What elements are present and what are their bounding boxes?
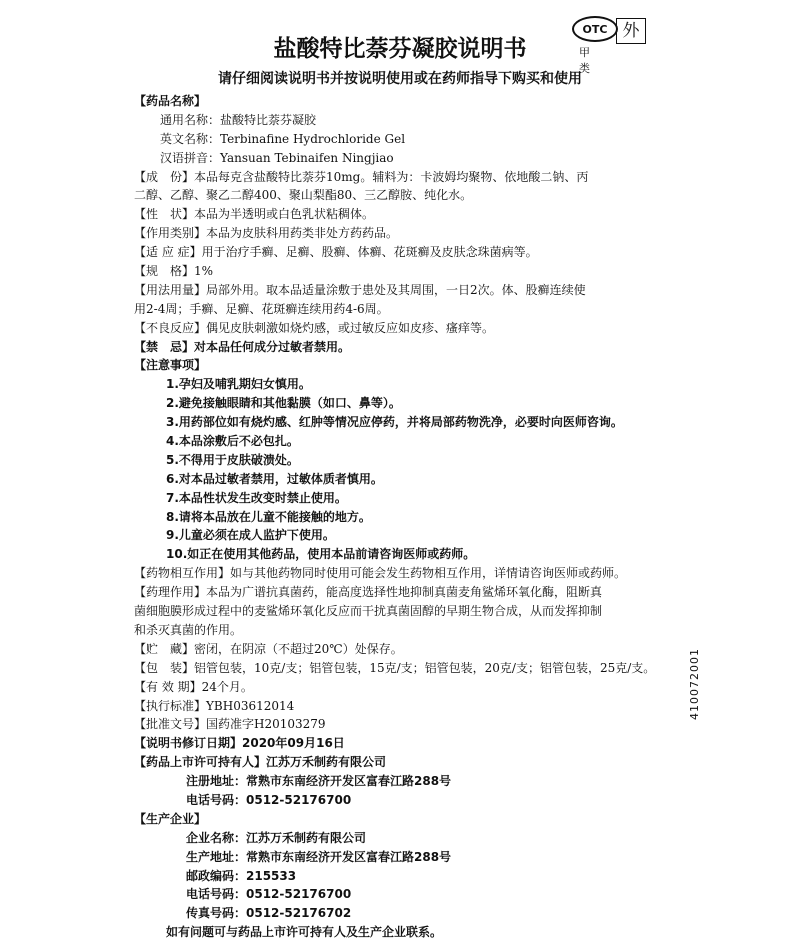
section-drug-interactions: 【药物相互作用】如与其他药物同时使用可能会发生药物相互作用，详情请咨询医师或药师。: [134, 566, 627, 581]
section-revision-date: 【说明书修订日期】2020年09月16日: [134, 736, 345, 751]
section-contraindications: 【禁 忌】对本品任何成分过敏者禁用。: [134, 339, 351, 354]
document-title: 盐酸特比萘芬凝胶说明书: [273, 36, 527, 62]
precaution-item: 5.不得用于皮肤破溃处。: [166, 452, 299, 467]
holder-address: 注册地址：常熟市东南经济开发区富春江路288号: [186, 774, 452, 789]
section-storage: 【贮 藏】密闭，在阴凉（不超过20℃）处保存。: [134, 641, 403, 656]
ingredients-continued: 二醇、乙醇、聚乙二醇400、聚山梨酯80、三乙醇胺、纯化水。: [134, 188, 473, 203]
pharmacology-continued: 菌细胞膜形成过程中的麦鲨烯环氧化反应而干扰真菌固醇的早期生物合成，从而发挥抑制: [134, 604, 603, 619]
section-pharmacology: 【药理作用】本品为广谱抗真菌药，能高度选择性地抑制真菌麦角鲨烯环氧化酶，阻断真: [134, 585, 603, 600]
manufacturer-name: 企业名称：江苏万禾制药有限公司: [186, 830, 367, 845]
section-manufacturer: 【生产企业】: [134, 811, 207, 826]
precaution-item: 3.用药部位如有烧灼感、红肿等情况应停药，并将局部药物洗净，必要时向医师咨询。: [166, 415, 623, 430]
manufacturer-fax: 传真号码：0512-52176702: [186, 906, 352, 921]
section-license-holder: 【药品上市许可持有人】江苏万禾制药有限公司: [134, 755, 387, 770]
section-packaging: 【包 装】铝管包装，10克/支；铝管包装，15克/支；铝管包装，20克/支；铝管包装，25克/支。: [134, 660, 656, 675]
pharmacology-continued: 和杀灭真菌的作用。: [134, 622, 243, 637]
holder-phone: 电话号码：0512-52176700: [186, 792, 352, 807]
precaution-item: 4.本品涂敷后不必包扎。: [166, 434, 299, 449]
precaution-item: 8.请将本品放在儿童不能接触的地方。: [166, 509, 371, 524]
generic-name: 通用名称：盐酸特比萘芬凝胶: [160, 112, 317, 127]
dosage-continued: 用2-4周；手癣、足癣、花斑癣连续用药4-6周。: [134, 301, 389, 316]
precaution-item: 1.孕妇及哺乳期妇女慎用。: [166, 377, 311, 392]
manufacturer-address: 生产地址：常熟市东南经济开发区富春江路288号: [186, 849, 452, 864]
section-category: 【作用类别】本品为皮肤科用药类非处方药药品。: [134, 226, 399, 241]
section-specification: 【规 格】1%: [134, 264, 214, 279]
section-indications: 【适 应 症】用于治疗手癣、足癣、股癣、体癣、花斑癣及皮肤念珠菌病等。: [134, 245, 538, 260]
precaution-item: 9.儿童必须在成人监护下使用。: [166, 528, 335, 543]
pinyin-name: 汉语拼音：Yansuan Tebinaifen Ningjiao: [160, 150, 394, 165]
section-precautions: 【注意事项】: [134, 358, 207, 373]
english-name: 英文名称：Terbinafine Hydrochloride Gel: [160, 131, 406, 146]
section-shelf-life: 【有 效 期】24个月。: [134, 679, 253, 694]
precaution-item: 6.对本品过敏者禁用，过敏体质者慎用。: [166, 471, 383, 486]
section-ingredients: 【成 份】本品每克含盐酸特比萘芬10mg。辅料为：卡波姆均聚物、依地酸二钠、丙: [134, 169, 589, 184]
section-standard: 【执行标准】YBH03612014: [134, 698, 295, 713]
section-drug-name: 【药品名称】: [134, 94, 207, 108]
document-subtitle: 请仔细阅读说明书并按说明使用或在药师指导下购买和使用: [218, 71, 582, 87]
manufacturer-postcode: 邮政编码：215533: [186, 868, 297, 883]
manufacturer-phone: 电话号码：0512-52176700: [186, 887, 352, 902]
leaflet-body: [134, 92, 674, 942]
side-print-code: 410072001: [688, 648, 701, 720]
contact-note: 如有问题可与药品上市许可持有人及生产企业联系。: [166, 925, 443, 940]
precaution-item: 7.本品性状发生改变时禁止使用。: [166, 490, 347, 505]
section-dosage: 【用法用量】局部外用。取本品适量涂敷于患处及其周围，一日2次。体、股癣连续使: [134, 282, 586, 297]
external-use-mark: 外: [616, 18, 646, 44]
section-adverse-reactions: 【不良反应】偶见皮肤刺激如烧灼感，或过敏反应如皮疹、瘙痒等。: [134, 320, 495, 335]
otc-class-label: 甲类: [579, 46, 590, 75]
section-approval-number: 【批准文号】国药准字H20103279: [134, 717, 326, 732]
otc-badge: OTC: [572, 16, 618, 42]
section-appearance: 【性 状】本品为半透明或白色乳状粘稠体。: [134, 207, 375, 222]
precaution-item: 10.如正在使用其他药品，使用本品前请咨询医师或药师。: [166, 547, 476, 562]
precaution-item: 2.避免接触眼睛和其他黏膜（如口、鼻等）。: [166, 396, 401, 411]
